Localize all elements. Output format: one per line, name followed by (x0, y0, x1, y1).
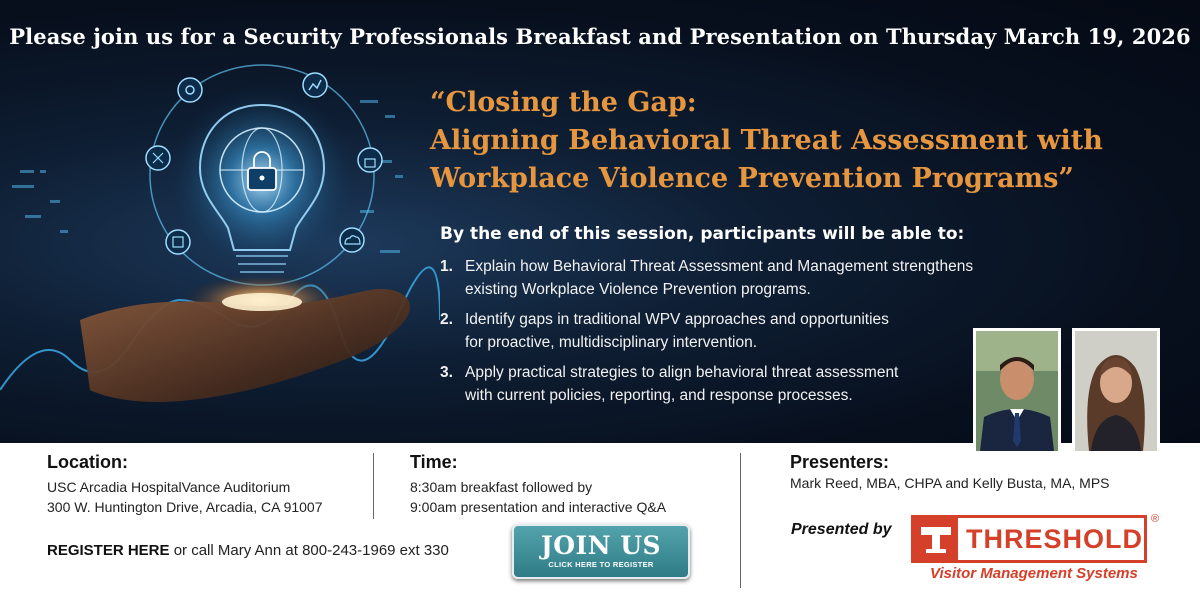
register-line (47, 542, 449, 559)
presented-by-text: Presented by (791, 521, 892, 538)
time-line-1: 8:30am breakfast followed by (410, 479, 593, 495)
objective-number: 2. (440, 311, 453, 328)
invitation-banner: Please join us for a Security Professionals Breakfast and Presentation on Thursday March 19, 2026 (9, 24, 1191, 49)
presenter-photo-kelly (1072, 328, 1160, 454)
objective-text: with current policies, reporting, and response processes. (465, 387, 853, 404)
lightbulb-hand-illustration (0, 0, 440, 443)
threshold-logo (911, 515, 1147, 563)
presenter-photo-mark (973, 328, 1061, 454)
lock-small-icon (358, 148, 382, 172)
location-label: Location: (47, 452, 128, 472)
chip-icon (166, 230, 190, 254)
objective-text: Identify gaps in traditional WPV approaches and opportunities (465, 311, 889, 328)
join-us-label: JOIN US (540, 531, 662, 560)
time-label: Time: (410, 452, 458, 472)
objectives-intro: By the end of this session, participants will be able to: (440, 224, 965, 244)
objective-text: for proactive, multidisciplinary intervention. (465, 334, 758, 351)
title-line-1: “Closing the Gap: (430, 87, 697, 118)
register-phone-text: or call Mary Ann at 800-243-1969 ext 330 (169, 542, 449, 559)
chart-icon (303, 73, 327, 97)
registered-mark: ® (1151, 513, 1160, 525)
presenters-names: Mark Reed, MBA, CHPA and Kelly Busta, MA, MPS (790, 475, 1110, 491)
presentation-title (430, 84, 1190, 198)
gear-icon (178, 78, 202, 102)
shield-icon (146, 146, 170, 170)
register-here-link[interactable]: REGISTER HERE (47, 542, 170, 559)
cloud-icon (340, 228, 364, 252)
location-line-1: USC Arcadia HospitalVance Auditorium (47, 479, 291, 495)
time-line-2: 9:00am presentation and interactive Q&A (410, 499, 667, 515)
presenters-label: Presenters: (790, 452, 890, 472)
join-us-button[interactable] (512, 524, 690, 579)
threshold-wordmark: THRESHOLD (966, 524, 1143, 554)
objective-text: existing Workplace Violence Prevention programs. (465, 281, 811, 298)
objectives-list (440, 255, 1050, 414)
title-line-3: Workplace Violence Prevention Programs” (430, 163, 1074, 194)
objective-text: Explain how Behavioral Threat Assessment and Management strengthens (465, 258, 974, 275)
divider (373, 453, 374, 519)
objective-number: 1. (440, 258, 453, 275)
threshold-t-icon (914, 518, 958, 560)
objective-item (440, 255, 1050, 301)
objective-number: 3. (440, 364, 453, 381)
objective-text: Apply practical strategies to align behavioral threat assessment (465, 364, 899, 381)
threshold-tagline: Visitor Management Systems (930, 565, 1138, 582)
location-line-2: 300 W. Huntington Drive, Arcadia, CA 91007 (47, 499, 323, 515)
objective-item (440, 308, 1050, 354)
title-line-2: Aligning Behavioral Threat Assessment with (430, 125, 1103, 156)
objective-item (440, 361, 1050, 407)
divider (740, 453, 741, 588)
join-us-sublabel: CLICK HERE TO REGISTER (548, 560, 654, 569)
